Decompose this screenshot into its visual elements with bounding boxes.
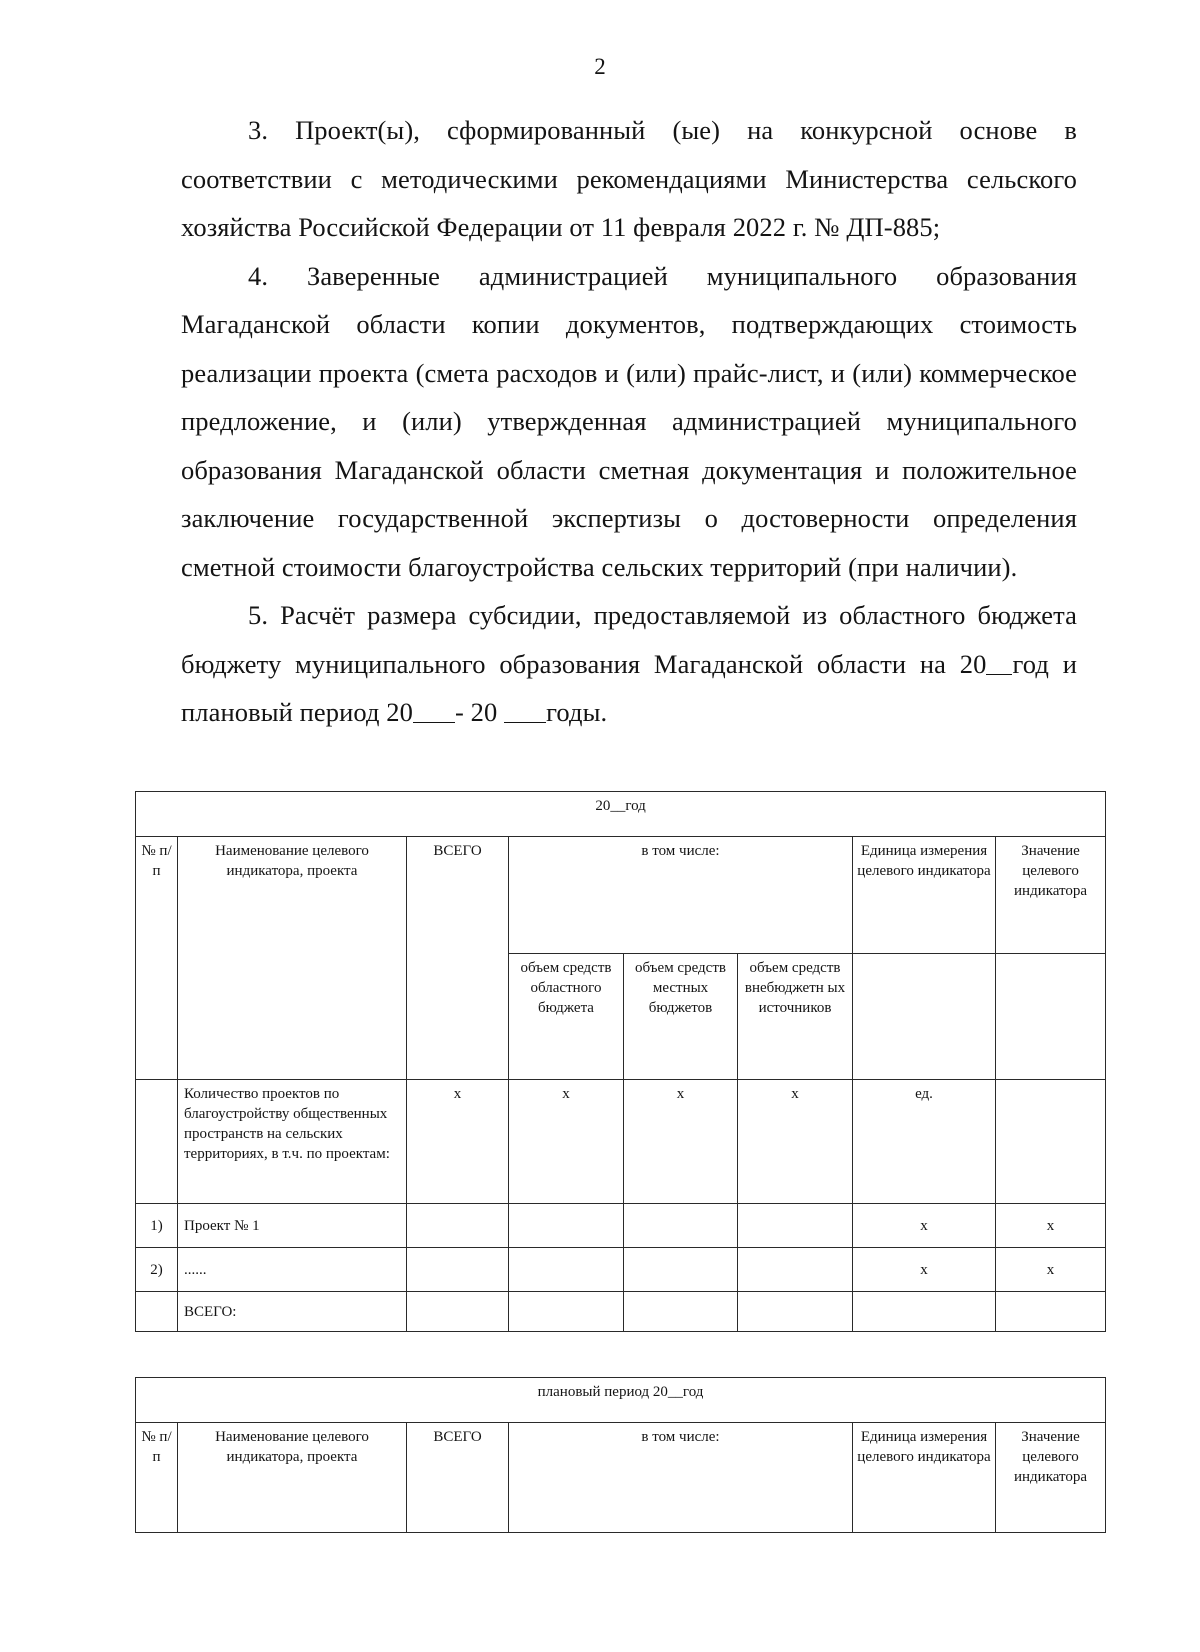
subsidy-table-current-year: [135, 791, 1106, 1332]
table1-title: 20__год: [136, 792, 1106, 837]
table2-header-including: в том числе:: [509, 1423, 853, 1533]
table2-header-num: № п/п: [136, 1423, 178, 1533]
row-regional: [509, 1292, 624, 1332]
subsidy-table-planning-period: [135, 1377, 1106, 1533]
row-extra: [738, 1292, 853, 1332]
table1-header-unit-empty: [853, 954, 996, 1080]
period-start-blank: [413, 696, 455, 724]
table1-header-name: Наименование целевого индикатора, проекта: [178, 837, 407, 1080]
row-num: 2): [136, 1248, 178, 1292]
year-blank: [986, 647, 1012, 675]
row-total: х: [407, 1080, 509, 1204]
table-row: [136, 1248, 1106, 1292]
row-name: ......: [178, 1248, 407, 1292]
row-extra: х: [738, 1080, 853, 1204]
paragraph-3: 3. Проект(ы), сформированный (ые) на конкурсной основе в соответствии с методическими рекомендациями Министерства сельского хозяйства Российской Федерации от 11 февраля 2022 г. № ДП-885;: [181, 115, 1077, 242]
row-regional: х: [509, 1080, 624, 1204]
table2-header-value: Значение целевого индикатора: [996, 1423, 1106, 1533]
paragraph-5-part-3: - 20: [455, 697, 498, 727]
paragraph-5: [181, 591, 1077, 737]
row-num: [136, 1292, 178, 1332]
table1-header-extra: объем средств внебюджетн ых источников: [738, 954, 853, 1080]
row-value: [996, 1080, 1106, 1204]
row-total: [407, 1248, 509, 1292]
table2-title: плановый период 20__год: [136, 1378, 1106, 1423]
table2-header-unit: Единица измерения целевого индикатора: [853, 1423, 996, 1533]
row-regional: [509, 1204, 624, 1248]
table1-header-including: в том числе:: [509, 837, 853, 954]
paragraph-4: 4. Заверенные администрацией муниципального образования Магаданской области копии документов, подтверждающих стоимость реализации проекта (смета расходов и (или) прайс-лист, и (или) коммерческое предложение, и (или) утвержденная администрацией муниципального образования Магаданской области сметная документация и положительное заключение государственной экспертизы о достоверности определения сметной стоимости благоустройства сельских территорий (при наличии).: [181, 260, 1077, 582]
row-total: [407, 1204, 509, 1248]
paragraph-5-part-1: 5. Расчёт размера субсидии, предоставляемой из областного бюджета бюджету муниципального образования Магаданской области на 20: [181, 600, 1077, 679]
row-value: [996, 1292, 1106, 1332]
row-name: Количество проектов по благоустройству общественных пространств на сельских территориях, в т.ч. по проектам:: [178, 1080, 407, 1204]
table1-header-value: Значение целевого индикатора: [996, 837, 1106, 954]
row-unit: [853, 1292, 996, 1332]
table1-header-unit: Единица измерения целевого индикатора: [853, 837, 996, 954]
table2-header-total: ВСЕГО: [407, 1423, 509, 1533]
paragraph-5-part-4: годы.: [546, 697, 608, 727]
paragraph-5-part-2: год и плановый период 20: [181, 648, 1077, 727]
row-local: х: [624, 1080, 738, 1204]
row-name: Проект № 1: [178, 1204, 407, 1248]
row-unit: ед.: [853, 1080, 996, 1204]
period-end-blank: [504, 696, 546, 724]
row-unit: х: [853, 1204, 996, 1248]
row-value: х: [996, 1248, 1106, 1292]
row-unit: х: [853, 1248, 996, 1292]
page-number: 2: [594, 54, 606, 79]
table1-header-total: ВСЕГО: [407, 837, 509, 1080]
table1-header-regional: объем средств областного бюджета: [509, 954, 624, 1080]
row-value: х: [996, 1204, 1106, 1248]
row-local: [624, 1248, 738, 1292]
table-row: [136, 1292, 1106, 1332]
row-local: [624, 1204, 738, 1248]
row-name: ВСЕГО:: [178, 1292, 407, 1332]
row-extra: [738, 1248, 853, 1292]
table-row: [136, 1204, 1106, 1248]
table1-header-num: № п/п: [136, 837, 178, 1080]
row-num: [136, 1080, 178, 1204]
row-total: [407, 1292, 509, 1332]
row-local: [624, 1292, 738, 1332]
row-num: 1): [136, 1204, 178, 1248]
table1-header-value-empty: [996, 954, 1106, 1080]
table1-header-local: объем средств местных бюджетов: [624, 954, 738, 1080]
table2-header-name: Наименование целевого индикатора, проекта: [178, 1423, 407, 1533]
table-row: [136, 1080, 1106, 1204]
document-body: [181, 106, 1077, 737]
row-extra: [738, 1204, 853, 1248]
row-regional: [509, 1248, 624, 1292]
